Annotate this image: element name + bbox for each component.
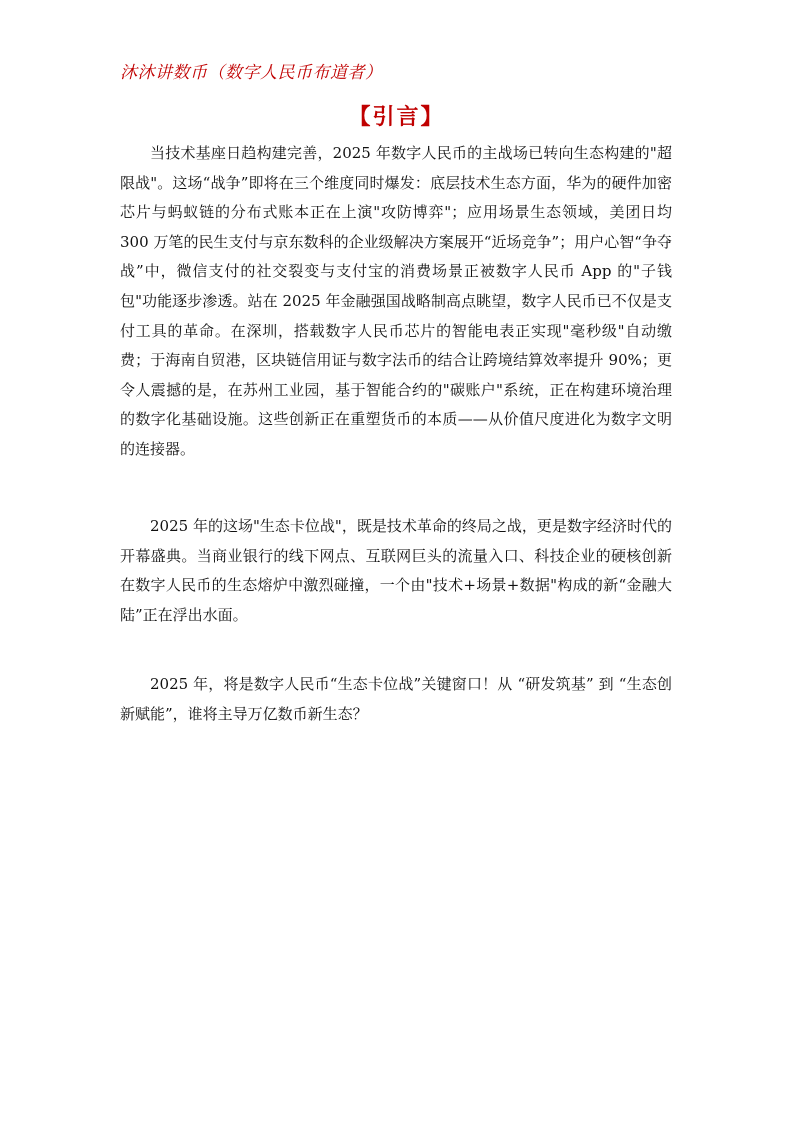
page-title: 【引言】 — [348, 104, 445, 130]
paragraph-ecosystem: 2025 年的这场"生态卡位战"，既是技术革命的终局之战，更是数字经济时代的开幕盛典。当商业银行的线下网点、互联网巨头的流量入口、科技企业的硬核创新在数字人民币的生态熔炉中激烈碰撞，一个由"技术+场景+数据"构成的新“金融大陆”正在浮出水面。 — [120, 517, 672, 624]
paragraph-question: 2025 年，将是数字人民币“生态卡位战”关键窗口！从 “研发筑基” 到 “生态创新赋能”，谁将主导万亿数币新生态？ — [120, 675, 672, 723]
paragraph-intro: 当技术基座日趋构建完善，2025 年数字人民币的主战场已转向生态构建的"超限战"。这场“战争”即将在三个维度同时爆发：底层技术生态方面，华为的硬件加密芯片与蚂蚁链的分布式账本正在上演"攻防博弈"；应用场景生态领域，美团日均 300 万笔的民生支付与京东数科的企业级解决方案展开“近场竞争”；用户心智“争夺战”中，微信支付的社交裂变与支付宝的消费场景正被数字人民币 App 的"子钱包"功能逐步渗透。站在 2025 年金融强国战略制高点眺望，数字人民币已不仅是支付工具的革命。在深圳，搭载数字人民币芯片的智能电表正实现"毫秒级"自动缴费；于海南自贸港，区块链信用证与数字法币的结合让跨境结算效率提升 90%；更令人震撼的是，在苏州工业园，基于智能合约的"碳账户"系统，正在构建环境治理的数字化基础设施。这些创新正在重塑货币的本质——从价值尺度进化为数字文明的连接器。 — [120, 144, 672, 458]
page-header: 沐沐讲数币（数字人民币布道者） — [120, 63, 383, 83]
